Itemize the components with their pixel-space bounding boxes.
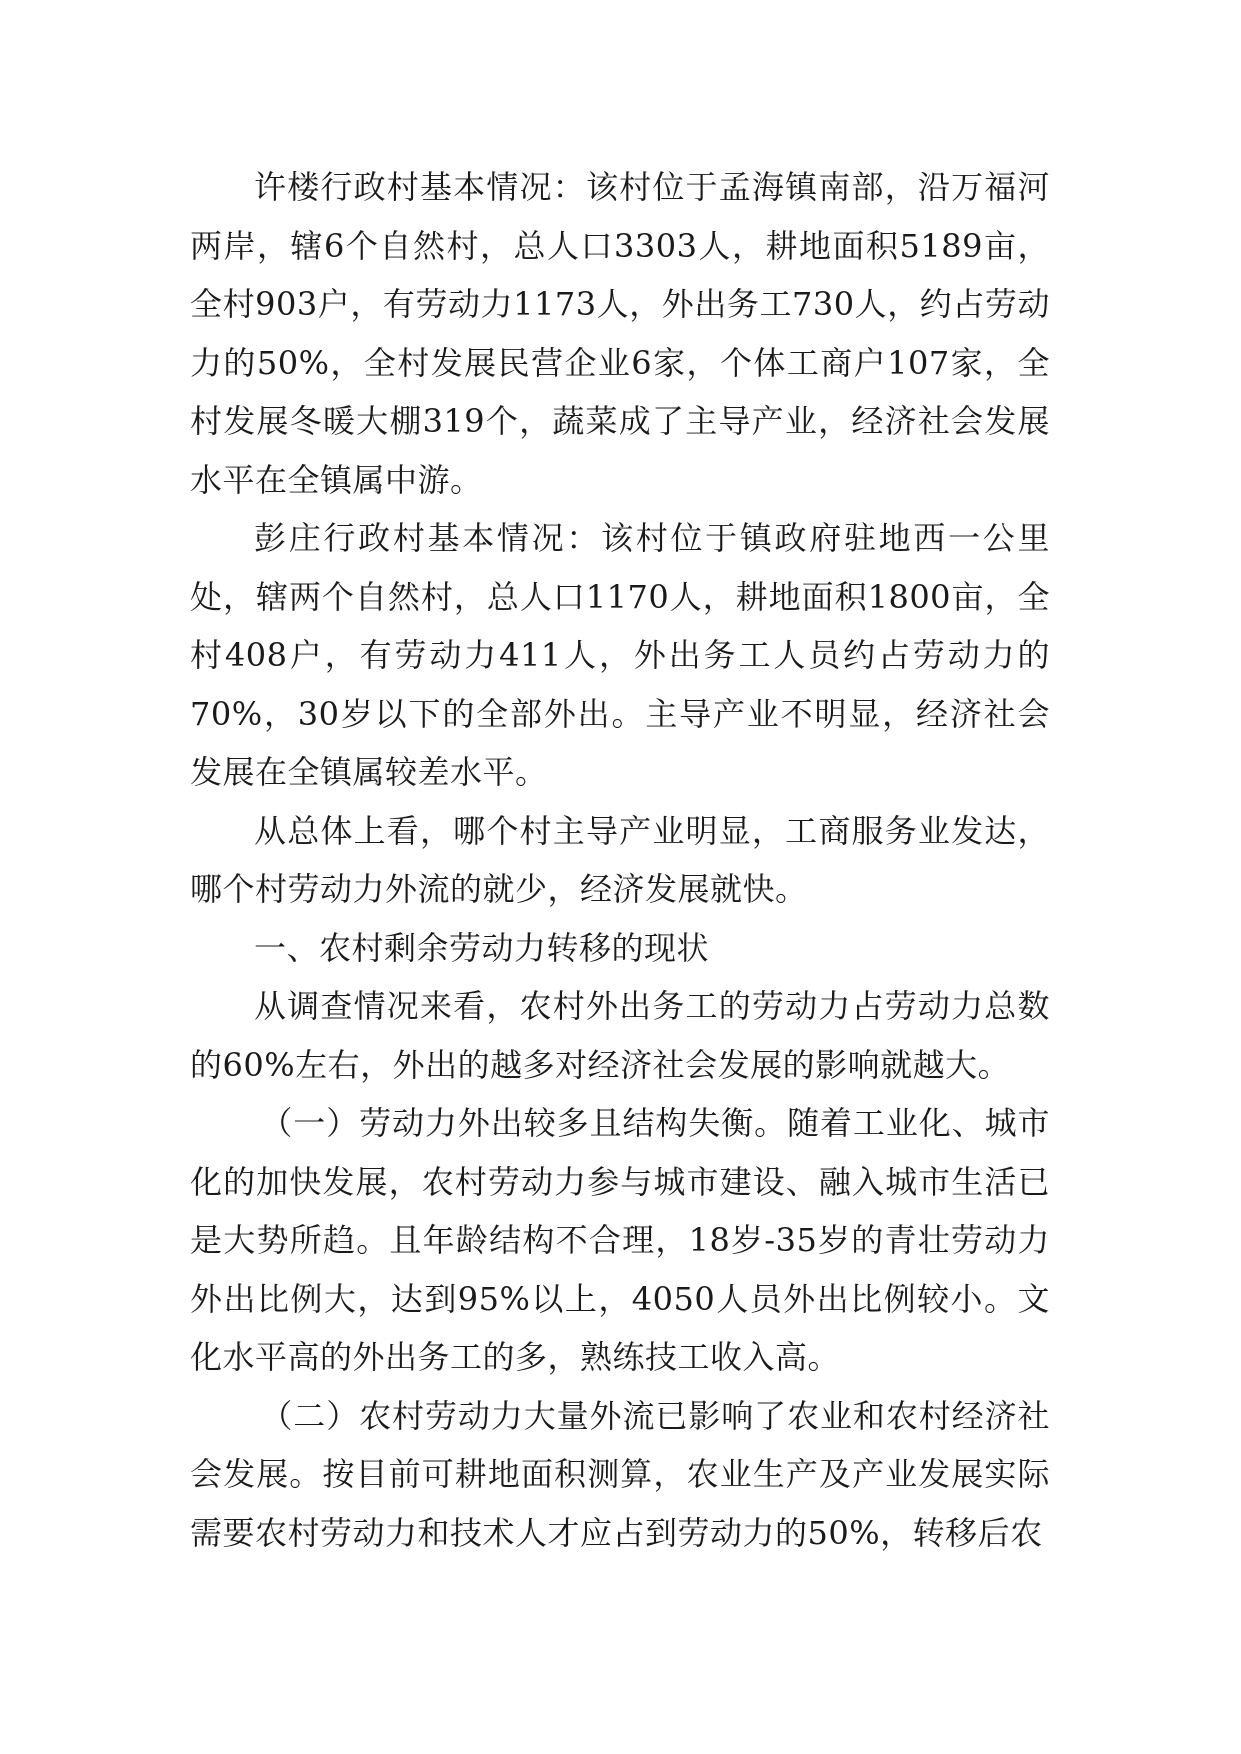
paragraph-overall-view: 从总体上看，哪个村主导产业明显，工商服务业发达，哪个村劳动力外流的就少，经济发展就快。 [190,811,1050,908]
paragraph-xulou-village: 许楼行政村基本情况：该村位于孟海镇南部，沿万福河两岸，辖6个自然村，总人口3303人，耕地面积5189亩，全村903户，有劳动力1173人，外出务工730人，约占劳动力的50%，全村发展民营企业6家，个体工商户107家，全村发展冬暖大棚319个，蔬菜成了主导产业，经济社会发展水平在全镇属中游。 [190,168,1050,499]
paragraph-point-two: （二）农村劳动力大量外流已影响了农业和农村经济社会发展。按目前可耕地面积测算，农业生产及产业发展实际需要农村劳动力和技术人才应占到劳动力的50%，转移后农 [190,1396,1050,1552]
section-heading-current-status: 一、农村剩余劳动力转移的现状 [254,928,710,967]
paragraph-point-one: （一）劳动力外出较多且结构失衡。随着工业化、城市化的加快发展，农村劳动力参与城市建设、融入城市生活已是大势所趋。且年龄结构不合理，18岁-35岁的青壮劳动力外出比例大，达到95%以上，4050人员外出比例较小。文化水平高的外出务工的多，熟练技工收入高。 [190,1104,1050,1376]
document-body [190,158,1050,1562]
paragraph-pengzhuang-village: 彭庄行政村基本情况：该村位于镇政府驻地西一公里处，辖两个自然村，总人口1170人，耕地面积1800亩，全村408户，有劳动力411人，外出务工人员约占劳动力的70%，30岁以下的全部外出。主导产业不明显，经济社会发展在全镇属较差水平。 [190,519,1050,791]
paragraph-survey-findings: 从调查情况来看，农村外出务工的劳动力占劳动力总数的60%左右，外出的越多对经济社会发展的影响就越大。 [190,987,1050,1084]
